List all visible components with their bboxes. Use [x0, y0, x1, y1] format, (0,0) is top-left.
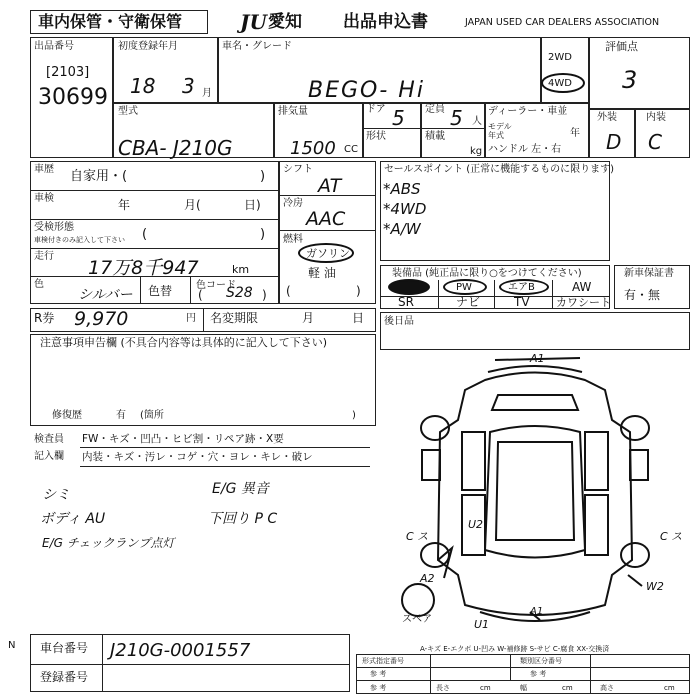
inspector-note-1: シミ — [42, 487, 70, 503]
chassis-label: 車台番号 — [40, 641, 89, 655]
inspection-label: 車検 — [34, 193, 54, 204]
equipment-ps-circle — [388, 279, 430, 295]
color-code-label: 色コード — [196, 280, 236, 291]
mileage-value: 17万8千947 — [88, 257, 199, 279]
name-change-month: 月 — [302, 311, 315, 325]
color-code-value: S28 — [226, 285, 253, 301]
spare-label: スペア — [402, 614, 432, 625]
color-value: シルバー — [78, 287, 133, 303]
capacity-value: 5 — [450, 106, 463, 130]
color-code-open: ( — [198, 288, 203, 302]
drive-4wd-circle — [541, 73, 585, 93]
diagram-mark-u2: U2 — [468, 518, 484, 531]
fuel-diesel: 軽 油 — [308, 266, 336, 280]
name-change-day: 日 — [352, 311, 365, 325]
new-warranty-value: 有・無 — [624, 288, 661, 302]
diagram-mark-w2: W2 — [646, 580, 664, 593]
drive-4wd: 4WD — [548, 78, 572, 89]
margin-mark: N — [8, 640, 16, 651]
model-label: 型式 — [118, 106, 138, 117]
diagram-mark-u1: U1 — [474, 618, 490, 631]
displacement-value: 1500 — [290, 138, 336, 159]
history-label: 車歴 — [34, 164, 54, 175]
payload-unit: kg — [470, 146, 483, 157]
equipment-extra: カワシート — [556, 296, 611, 309]
inspector-row-1: FW・キズ・凹凸・ヒビ割・リペア跡・X要 — [82, 433, 284, 445]
history-value: 自家用・( — [70, 169, 128, 184]
dealer-label: ディーラー・車並 — [488, 106, 568, 117]
payload-label: 積載 — [425, 131, 445, 142]
sales-points-label: セールスポイント (正常に機能するものに限ります) — [384, 164, 615, 175]
inspection-month: 月( — [184, 198, 201, 212]
lot-number: 30699 — [38, 85, 108, 110]
equipment-label: 装備品 (純正品に限り○をつけてください) — [392, 268, 582, 279]
fuel-gasoline-circle — [298, 243, 354, 263]
drive-2wd: 2WD — [548, 52, 572, 63]
equipment-tv: TV — [514, 295, 530, 309]
diagram-mark-c-left: C ス — [406, 530, 429, 543]
footer-width-unit: cm — [562, 684, 573, 692]
repair-value: 有 — [116, 410, 126, 421]
inspector-label-1: 検査員 — [34, 434, 64, 445]
inspection-day: 日) — [244, 198, 261, 212]
rating-score: 3 — [622, 66, 638, 94]
repair-label: 修復歴 — [52, 410, 82, 421]
inspector-row-2: 内装・キズ・汚レ・コゲ・穴・ヨレ・キレ・破レ — [82, 451, 313, 463]
inspector-note-right-2: 下回り P C — [208, 511, 278, 527]
diagram-mark-c-right: C ス — [660, 530, 683, 543]
plate-label: 登録番号 — [40, 670, 89, 684]
exterior-value: D — [606, 130, 622, 154]
equipment-airbag: エアB — [508, 282, 535, 293]
equipment-aw: AW — [572, 280, 592, 294]
damage-legend: A-キズ E-エクボ U-凹み W-補修跡 S-サビ C-腐食 XX-交換済 — [420, 645, 610, 653]
shift-label: シフト — [283, 164, 313, 175]
repair-close: ) — [352, 410, 356, 421]
handle-label: ハンドル 左・右 — [488, 144, 562, 155]
cooling-value: AAC — [306, 208, 346, 230]
interior-label: 内装 — [646, 112, 666, 123]
car-damage-diagram — [380, 350, 690, 640]
notes-label: 注意事項申告欄 (不具合内容等は具体的に記入して下さい) — [40, 336, 328, 349]
shift-value: AT — [318, 175, 342, 197]
kojitsu-box — [380, 312, 690, 350]
registration-month: 3 — [182, 74, 195, 98]
cooling-label: 冷房 — [283, 198, 303, 209]
rating-label: 評価点 — [605, 40, 638, 53]
footer-model-number: 形式指定番号 — [362, 657, 404, 665]
registration-year: 18 — [130, 74, 156, 98]
equipment-sr: SR — [398, 295, 414, 309]
sales-point-1: *ABS — [383, 180, 421, 198]
association-en: JAPAN USED CAR DEALERS ASSOCIATION — [465, 17, 660, 28]
footer-length-unit: cm — [480, 684, 491, 692]
equipment-navi: ナビ — [456, 295, 481, 309]
inspector-note-3: E/G チェックランプ点灯 — [42, 536, 175, 550]
fuel-gasoline: ガソリン — [306, 247, 350, 260]
diagram-mark-a1-top: A1 — [530, 352, 545, 365]
inspector-label-2: 記入欄 — [34, 451, 64, 462]
displacement-unit: CC — [344, 144, 358, 155]
lot-code: [2103] — [46, 65, 90, 80]
receipt-open: ( — [142, 227, 148, 242]
registration-label: 初度登録年月 — [118, 41, 178, 52]
recycle-value: 9,970 — [74, 308, 129, 330]
association-name: 愛知 — [268, 12, 302, 32]
footer-height-unit: cm — [664, 684, 675, 692]
repair-open: (箇所 — [140, 410, 164, 421]
form-title: 出品申込書 — [343, 12, 428, 32]
year-unit: 年 — [570, 128, 580, 139]
footer-ref-3: 参 考 — [370, 684, 387, 692]
chassis-value: J210G-0001557 — [110, 640, 251, 661]
inspector-note-right-1: E/G 異音 — [212, 481, 269, 497]
diagram-mark-a1-bottom: A1 — [530, 606, 544, 617]
mileage-label: 走行 — [34, 251, 54, 262]
fuel-label: 燃料 — [283, 234, 303, 245]
exterior-label: 外装 — [597, 112, 617, 123]
registration-month-unit: 月 — [202, 88, 212, 99]
capacity-unit: 人 — [472, 116, 482, 127]
fuel-close: ) — [356, 284, 361, 298]
interior-value: C — [648, 130, 662, 154]
footer-ref-1: 参 考 — [370, 670, 387, 678]
fuel-open: ( — [286, 284, 291, 298]
sales-point-2: *4WD — [383, 200, 427, 218]
receipt-close: ) — [260, 227, 266, 242]
footer-height-label: 高さ — [600, 684, 614, 692]
mileage-unit: km — [232, 263, 250, 276]
model-value: CBA- J210G — [118, 136, 233, 160]
lot-label: 出品番号 — [34, 41, 74, 52]
history-close: ) — [260, 169, 266, 184]
equipment-pw: PW — [456, 282, 472, 293]
doors-value: 5 — [392, 106, 405, 130]
sales-point-3: *A/W — [383, 220, 421, 238]
storage-title: 車内保管・守衛保管 — [38, 12, 183, 31]
color-change-label: 色替 — [148, 284, 173, 298]
car-name-value: BEGO- Hi — [308, 78, 425, 103]
footer-length-label: 長さ — [436, 684, 450, 692]
displacement-label: 排気量 — [278, 106, 308, 117]
recycle-label: R券 — [34, 311, 55, 325]
car-name-label: 車名・グレード — [222, 41, 292, 52]
name-change-label: 名変期限 — [210, 311, 259, 325]
receipt-label: 受検形態 — [34, 222, 74, 233]
capacity-label: 定員 — [425, 104, 445, 115]
inspector-note-2: ボディ AU — [40, 511, 106, 527]
color-label: 色 — [34, 279, 44, 290]
doors-label: ドア — [366, 104, 386, 115]
ju-logo: JU — [240, 10, 267, 34]
new-warranty-label: 新車保証書 — [624, 268, 674, 279]
color-code-close: ) — [262, 288, 267, 302]
model-year-label: モデル 年式 — [488, 122, 512, 140]
recycle-unit: 円 — [186, 313, 196, 324]
diagram-mark-a2: A2 — [420, 572, 435, 585]
kojitsu-label: 後日品 — [384, 316, 414, 327]
equipment-airbag-circle — [499, 279, 549, 295]
footer-class-number: 類別区分番号 — [520, 657, 562, 665]
footer-width-label: 幅 — [520, 684, 527, 692]
equipment-pw-circle — [443, 279, 487, 295]
footer-ref-2: 参 考 — [530, 670, 547, 678]
shape-label: 形状 — [366, 131, 386, 142]
receipt-note: 車検付きのみ記入して下さい — [34, 236, 125, 244]
inspection-year: 年 — [118, 198, 131, 212]
